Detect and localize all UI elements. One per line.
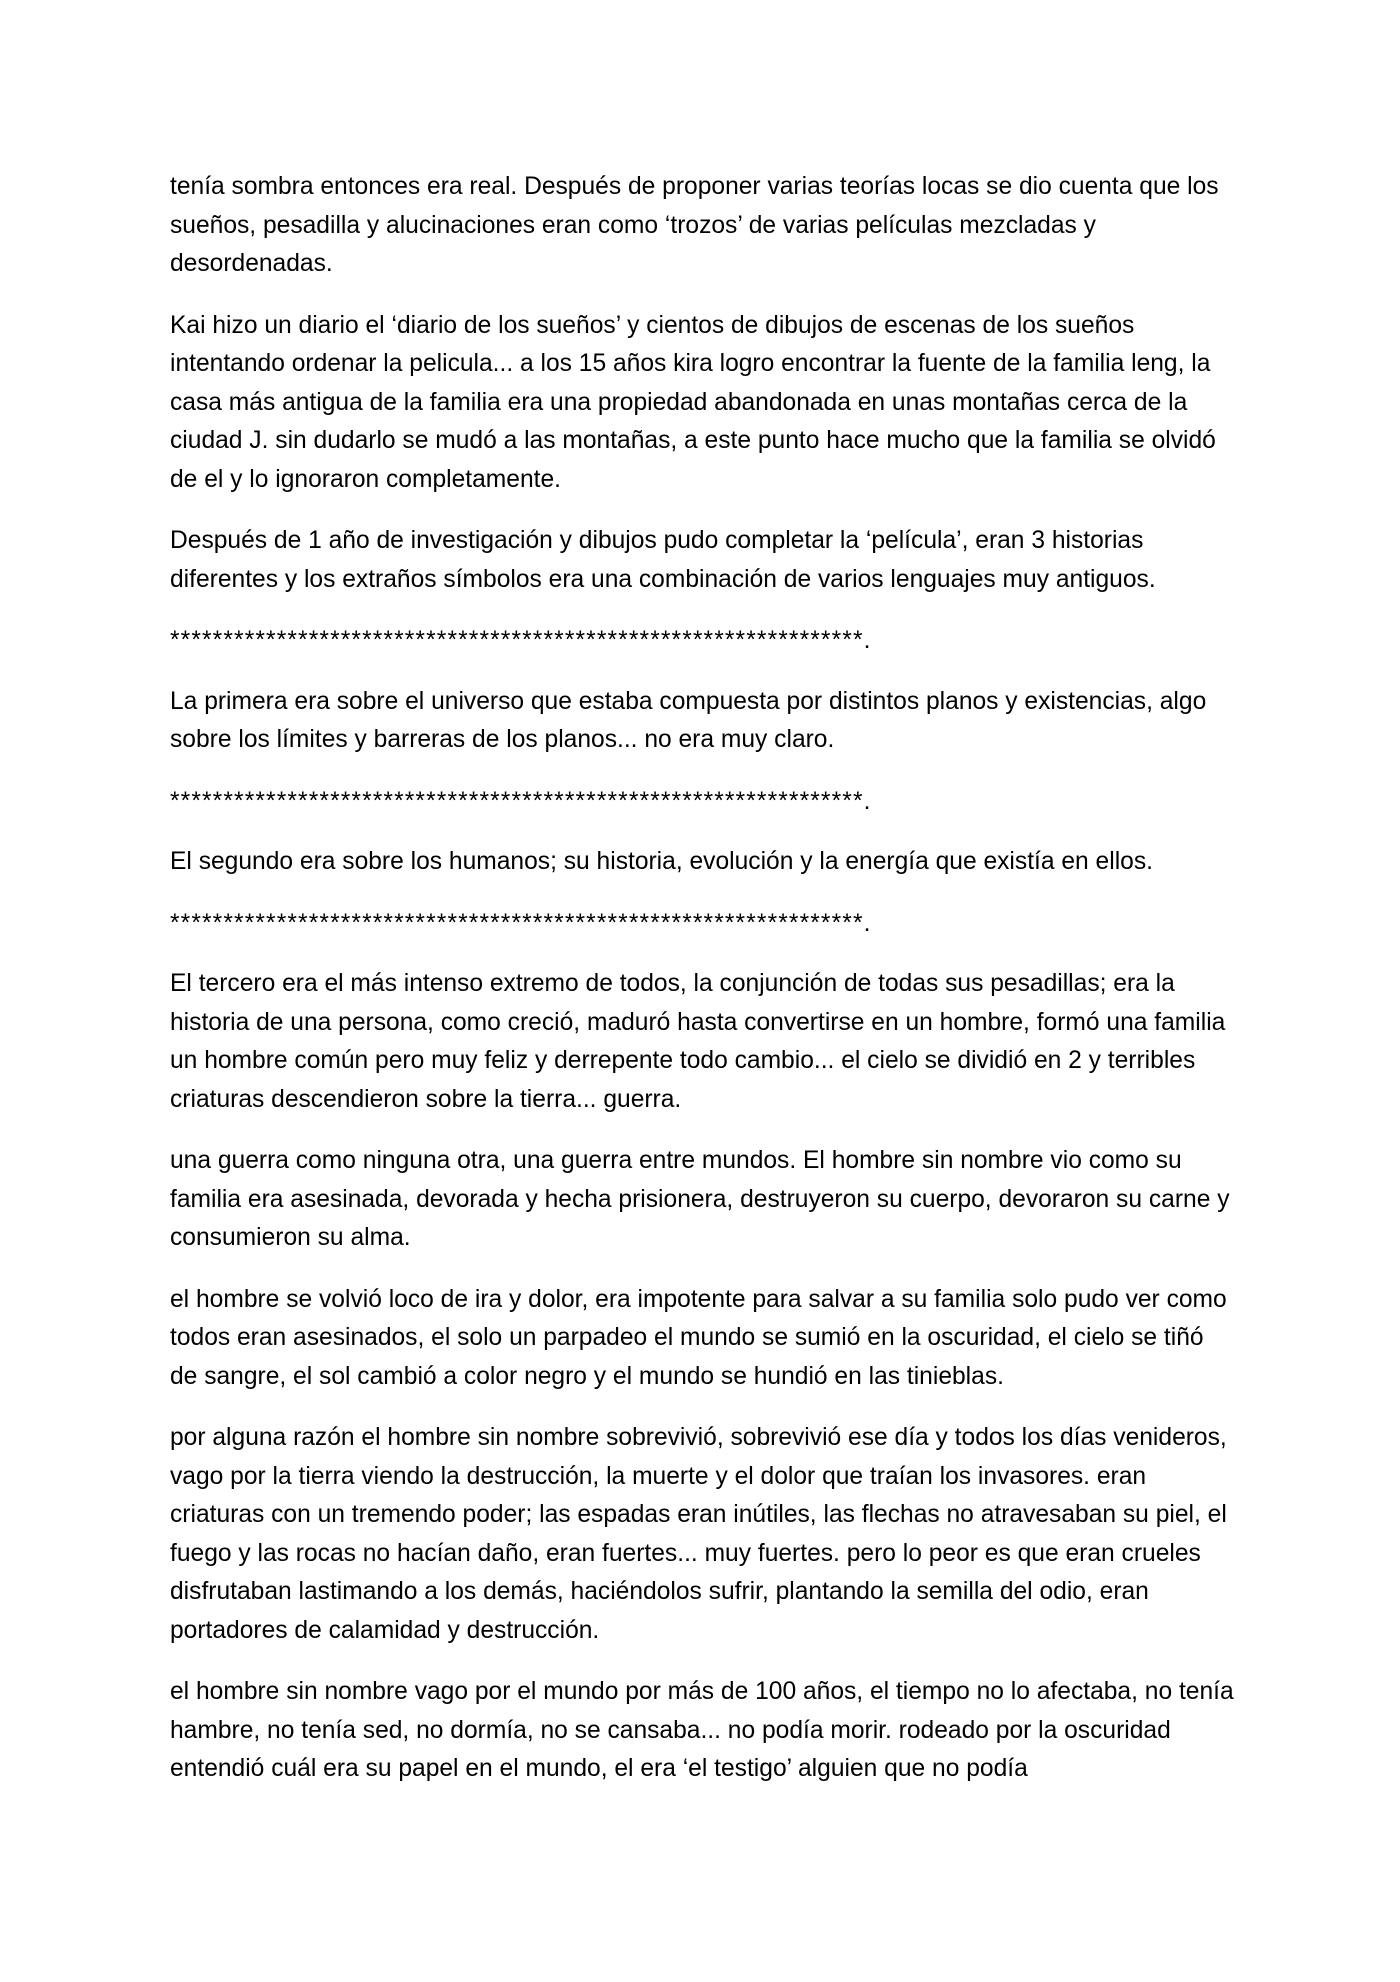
paragraph: Kai hizo un diario el ‘diario de los sueños’ y cientos de dibujos de escenas de los sueños intentando ordenar la pelicula... a los 15 años kira logro encontrar la fuente de la familia leng, la casa más antigua de la familia era una propiedad abandonada en unas montañas cerca de la ciudad J. sin dudarlo se mudó a las montañas, a este punto hace mucho que la familia se olvidó de el y lo ignoraron completamente. [170, 311, 1216, 493]
paragraph: El segundo era sobre los humanos; su historia, evolución y la energía que existía en ellos. [170, 848, 1153, 875]
paragraph: El tercero era el más intenso extremo de todos, la conjunción de todas sus pesadillas; era la historia de una persona, como creció, maduró hasta convertirse en un hombre, formó una familia un hombre común pero muy feliz y derrepente todo cambio... el cielo se dividió en 2 y terribles criaturas descendieron sobre la tierra... guerra. [170, 970, 1226, 1113]
section-separator: *****************************************************************. [170, 787, 872, 815]
paragraph: tenía sombra entonces era real. Después de proponer varias teorías locas se dio cuenta que los sueños, pesadilla y alucinaciones eran como ‘trozos’ de varias películas mezcladas y desordenadas. [170, 173, 1219, 277]
document-body [170, 168, 1236, 1812]
paragraph: el hombre sin nombre vago por el mundo por más de 100 años, el tiempo no lo afectaba, no tenía hambre, no tenía sed, no dormía, no se cansaba... no podía morir. rodeado por la oscuridad entendió cuál era su papel en el mundo, el era ‘el testigo’ alguien que no podía [170, 1678, 1234, 1782]
paragraph: una guerra como ninguna otra, una guerra entre mundos. El hombre sin nombre vio como su familia era asesinada, devorada y hecha prisionera, destruyeron su cuerpo, devoraron su carne y consumieron su alma. [170, 1147, 1230, 1251]
section-separator: *****************************************************************. [170, 627, 872, 654]
section-separator: *****************************************************************. [170, 909, 872, 937]
paragraph: Después de 1 año de investigación y dibujos pudo completar la ‘película’, eran 3 historias diferentes y los extraños símbolos era una combinación de varios lenguajes muy antiguos. [170, 527, 1156, 593]
paragraph: La primera era sobre el universo que estaba compuesta por distintos planos y existencias, algo sobre los límites y barreras de los planos... no era muy claro. [170, 687, 1207, 753]
paragraph: el hombre se volvió loco de ira y dolor, era impotente para salvar a su familia solo pudo ver como todos eran asesinados, el solo un parpadeo el mundo se sumió en la oscuridad, el cielo se tiñó de sangre, el sol cambió a color negro y el mundo se hundió en las tinieblas. [170, 1285, 1227, 1390]
paragraph: por alguna razón el hombre sin nombre sobrevivió, sobrevivió ese día y todos los días venideros, vago por la tierra viendo la destrucción, la muerte y el dolor que traían los invasores. eran criaturas con un tremendo poder; las espadas eran inútiles, las flechas no atravesaban su piel, el fuego y las rocas no hacían daño, eran fuertes... muy fuertes. pero lo peor es que eran crueles disfrutaban lastimando a los demás, haciéndolos sufrir, plantando la semilla del odio, eran portadores de calamidad y destrucción. [170, 1424, 1227, 1644]
